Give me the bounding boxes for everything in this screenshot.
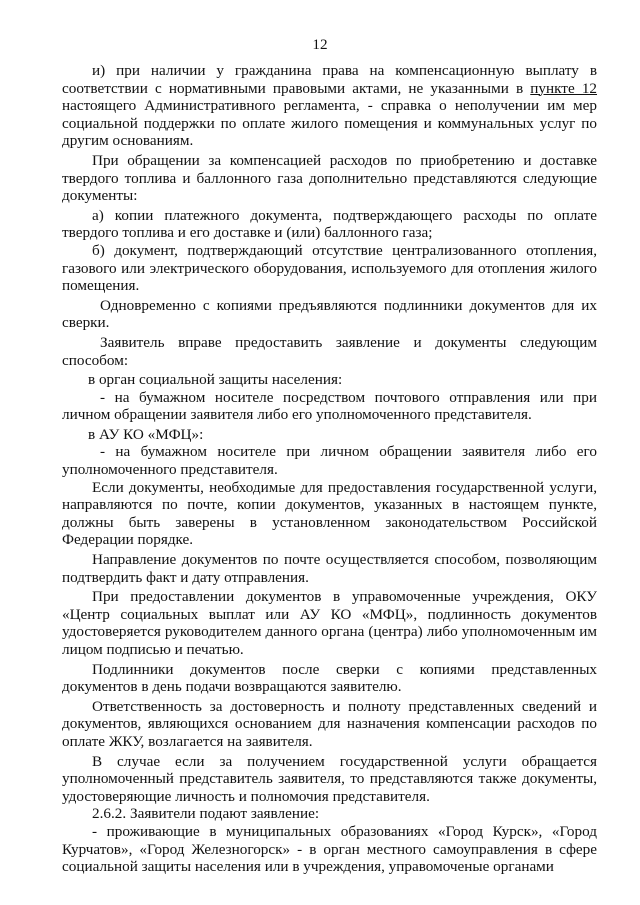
paragraph-mfc: в АУ КО «МФЦ»: bbox=[88, 425, 204, 443]
paragraph-representative: В случае если за получением государственной услуги обращается уполномоченный представитель заявителя, то представляются также документы, удостоверяющие личность и полномочия представителя. bbox=[62, 752, 597, 805]
paragraph-municipalities: - проживающие в муниципальных образованиях «Город Курск», «Город Курчатов», «Город Железногорск» - в орган местного самоуправления в сфере социальной защиты населения или в учреждения, управомоченые органами bbox=[62, 822, 597, 876]
paragraph-compensation-certificate: и) при наличии у гражданина права на компенсационную выплату в соответствии с нормативными правовыми актами, не указанными в пункте 12 настоящего Административного регламента, - справка о неполучении им мер социальной поддержки по оплате жилого помещения и коммунальных услуг по другим основаниям. bbox=[62, 62, 598, 150]
paragraph-responsibility: Ответственность за достоверность и полноту представленных сведений и документов, являющихся основанием для назначения компенсации расходов по оплате ЖКУ, возлагается на заявителя. bbox=[62, 697, 597, 750]
paragraph-originals: Одновременно с копиями предъявляются подлинники документов для их сверки. bbox=[62, 296, 597, 332]
paragraph-postal-copies: Если документы, необходимые для предоставления государственной услуги, направляются по почте, копии документов, указанных в настоящем пункте, должны быть заверены в установленном законодательством Российской Федерации порядке. bbox=[62, 478, 597, 549]
paragraph-submission-methods: Заявитель вправе предоставить заявление и документы следующим способом: bbox=[62, 333, 597, 369]
paragraph-postal-confirmation: Направление документов по почте осуществляется способом, позволяющим подтвердить факт и дату отправления. bbox=[62, 551, 597, 586]
document-body bbox=[62, 62, 597, 876]
list-item-b: б) документ, подтверждающий отсутствие централизованного отопления, газового или электрического оборудования, используемого для отопления жилого помещения. bbox=[62, 241, 597, 295]
paragraph-authentication: При предоставлении документов в управомоченные учреждения, ОКУ «Центр социальных выплат или АУ КО «МФЦ», подлинность документов удостоверяется руководителем данного органа (центра) либо уполномоченным им лицом подписью и печатью. bbox=[62, 588, 597, 658]
page-number: 12 bbox=[312, 36, 328, 53]
paragraph-paper-personal: - на бумажном носителе при личном обращении заявителя либо его уполномоченного представителя. bbox=[62, 443, 597, 479]
paragraph-originals-returned: Подлинники документов после сверки с копиями представленных документов в день подачи возвращаются заявителю. bbox=[62, 660, 597, 696]
paragraph-fuel-gas-docs: При обращении за компенсацией расходов по приобретению и доставке твердого топлива и баллонного газа дополнительно представляются следующие документы: bbox=[62, 151, 597, 205]
list-item-a: а) копии платежного документа, подтверждающего расходы по оплате твердого топлива и его доставке и (или) баллонного газа; bbox=[62, 206, 597, 242]
clause-link[interactable]: пункте 12 bbox=[530, 79, 598, 97]
section-heading-2-6-2: 2.6.2. Заявители подают заявление: bbox=[92, 805, 320, 823]
paragraph-social-protection-body: в орган социальной защиты населения: bbox=[88, 371, 343, 389]
paragraph-paper-mail: - на бумажном носителе посредством почтового отправления или при личном обращении заявителя либо его уполномоченного представителя. bbox=[62, 388, 597, 424]
